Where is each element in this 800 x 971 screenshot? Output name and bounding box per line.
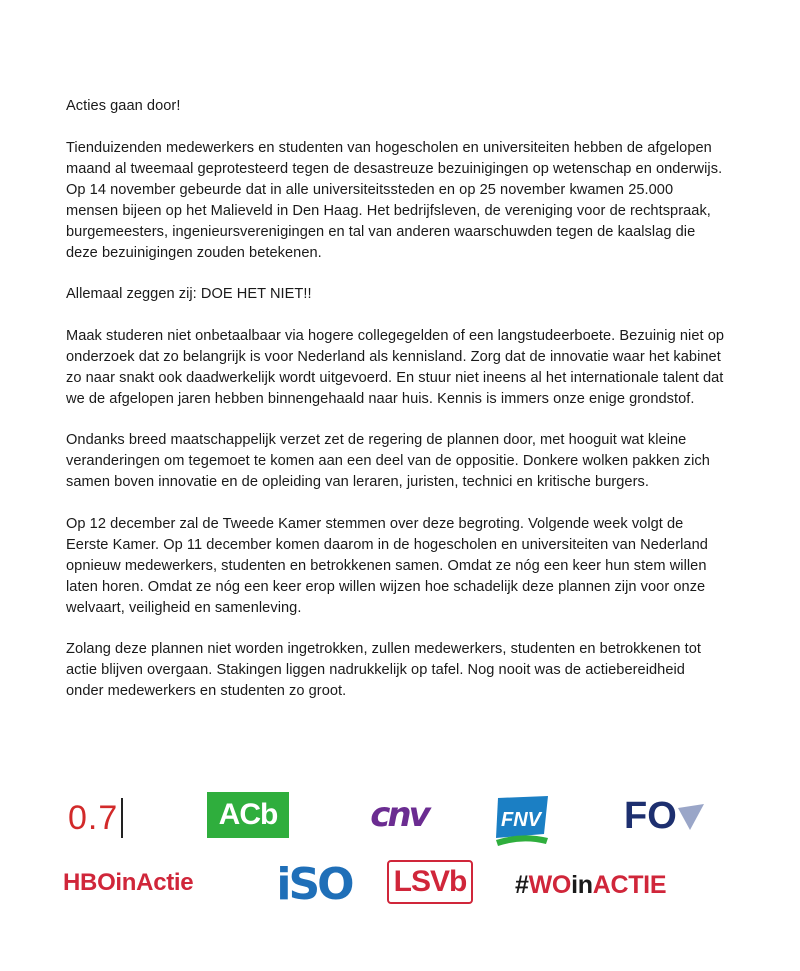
- logo-acb: [207, 792, 289, 838]
- organization-logos: [0, 780, 800, 920]
- logo-wo-wo: WO: [528, 870, 572, 899]
- fo-logo-icon: [622, 790, 706, 838]
- heading-acties: Acties gaan door!: [66, 98, 181, 114]
- logo-lsvb-text: LSVb: [393, 865, 467, 898]
- logo-fnv: [492, 794, 550, 846]
- logo-fo: [622, 790, 706, 838]
- paragraph-continue-action: Zolang deze plannen niet worden ingetrokken, zullen medewerkers, studenten en betrokkenen tot actie blijven overgaan. Stakingen liggen nadrukkelijk op tafel. Nog nooit was de actiebereidheid onder medewerkers en studenten zo groot.: [66, 641, 702, 699]
- logo-cnv-text: cnv: [370, 795, 428, 835]
- logo-wo-hash: #: [515, 870, 529, 899]
- logo-wo-in-actie: [515, 870, 710, 900]
- logo-iso-text: iSO: [276, 858, 352, 910]
- letter-body: [66, 96, 726, 723]
- logo-acb-text: ACb: [218, 798, 278, 831]
- logo-07: [68, 798, 123, 838]
- fnv-logo-icon: [492, 794, 550, 846]
- paragraph-protests: Tienduizenden medewerkers en studenten van hogescholen en universiteiten hebben de afgelopen maand al tweemaal geprotesteerd tegen de desastreuze bezuinigingen op wetenschap en onderwijs. Op 14 november gebeurde dat in alle universiteitssteden en op 25 november kwamen 25.000 mensen bijeen op het Malieveld in Den Haag. Het bedrijfsleven, de vereniging voor de rechtspraak, burgemeesters, ingenieursverenigingen en tal van anderen waarschuwden tegen de kaalslag die deze bezuinigingen zouden betekenen.: [66, 139, 723, 261]
- logo-lsvb: [387, 860, 473, 904]
- logo-07-text: 0.7: [68, 798, 119, 837]
- paragraph-opposition: Ondanks breed maatschappelijk verzet zet de regering de plannen door, met hooguit wat kleine veranderingen om tegemoet te komen aan een deel van de oppositie. Donkere wolken pakken zich samen boven innovatie en de opleiding van leraren, juristen, technici en kritische burgers.: [66, 432, 710, 490]
- logo-cnv: [366, 796, 432, 834]
- logo-fo-text: FO: [624, 795, 677, 837]
- paragraph-vote: Op 12 december zal de Tweede Kamer stemmen over deze begroting. Volgende week volgt de Eerste Kamer. Op 11 december komen daarom in de hogescholen en universiteiten van Nederland opnieuw medewerkers, studenten en betrokkenen samen. Omdat ze nóg een keer hun stem willen laten horen. Omdat ze nóg een keer erop willen wijzen hoe schadelijk deze plannen zijn voor onze welvaart, veiligheid en samenleving.: [66, 515, 708, 616]
- logo-wo-in: in: [571, 870, 593, 899]
- paragraph-demands: Maak studeren niet onbetaalbaar via hogere collegegelden of een langstudeerboete. Bezuinig niet op onderzoek dat zo belangrijk is voor Nederland als kennisland. Zorg dat de innovatie waar het kabinet zo naar snakt ook daadwerkelijk wordt uitgevoerd. En stuur niet ineens al het internationale talent dat we de afgelopen jaren hebben binnengehaald naar huis. Kennis is immers onze enige grondstof.: [66, 327, 725, 407]
- logo-hbo-text: HBOinActie: [63, 869, 194, 896]
- logo-07-bar: [121, 798, 123, 838]
- logo-hbo-in-actie: [63, 868, 243, 898]
- logo-wo-actie: ACTIE: [592, 870, 667, 899]
- paragraph-doe-het-niet: Allemaal zeggen zij: DOE HET NIET!!: [66, 286, 312, 302]
- logo-fnv-text: FNV: [501, 809, 541, 831]
- logo-iso: [276, 858, 352, 910]
